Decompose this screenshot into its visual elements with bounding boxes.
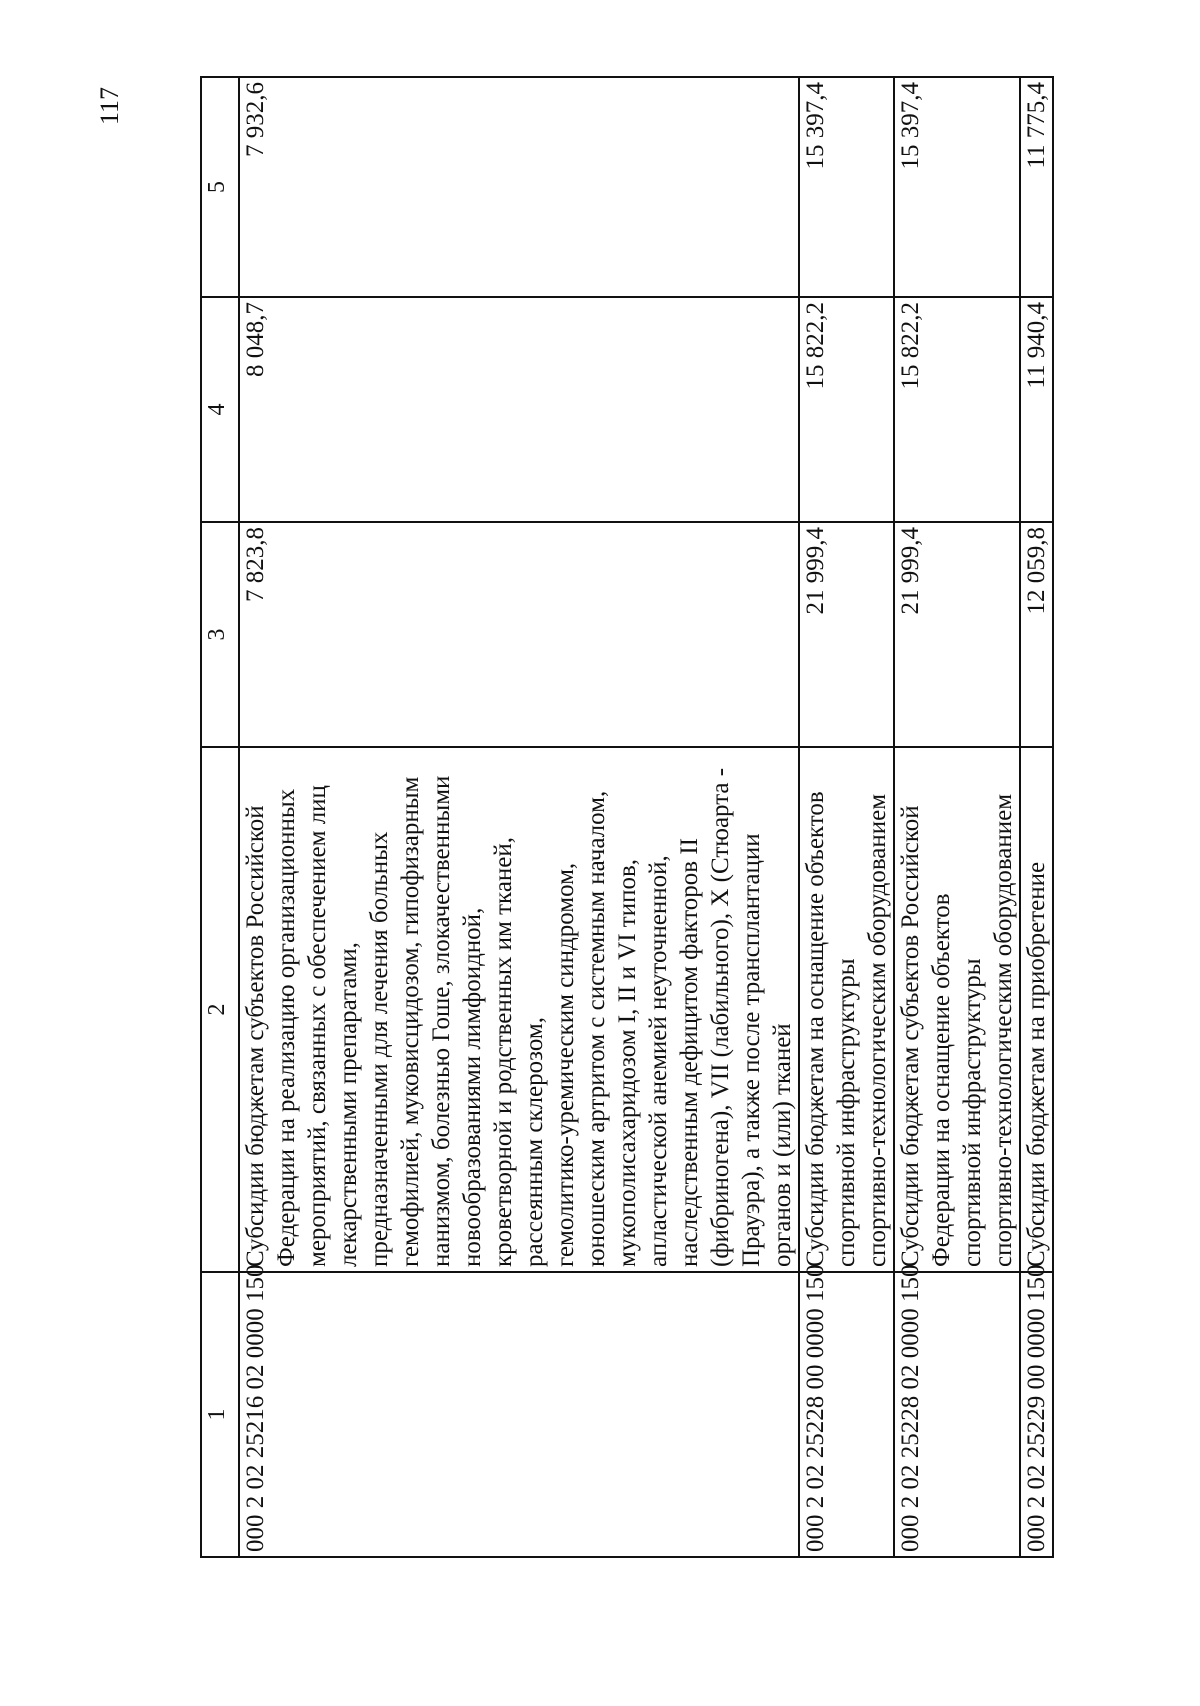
table-row [894, 77, 1020, 1557]
description-line: рассеянным склерозом, [521, 1017, 548, 1267]
rotated-sheet [200, 78, 1060, 1558]
header-col-5: 5 [201, 77, 239, 297]
description-line: Субсидии бюджетам на приобретение [1023, 861, 1050, 1267]
table-row [1020, 77, 1053, 1557]
description-line: лекарственными препаратами, [335, 942, 362, 1267]
description-line: гемолитико-уремическим синдромом, [552, 862, 579, 1267]
row-value-v4: 11 940,4 [1020, 297, 1053, 522]
row-description [894, 747, 1020, 1272]
page-number: 117 [95, 86, 124, 126]
row-value-v3: 21 999,4 [799, 522, 894, 747]
sheet-content [200, 78, 1060, 1558]
description-line: Субсидии бюджетам на оснащение объектов [802, 791, 829, 1267]
description-line: спортивной инфраструктуры [833, 958, 860, 1267]
row-value-v5: 11 775,4 [1020, 77, 1053, 297]
description-line: спортивно-технологическим оборудованием [990, 793, 1017, 1267]
row-value-v4: 15 822,2 [894, 297, 1020, 522]
description-line: Субсидии бюджетам субъектов Российской [242, 805, 269, 1267]
description-line: мероприятий, связанных с обеспечением лиц [304, 785, 331, 1267]
row-description [799, 747, 894, 1272]
description-line: апластической анемией неуточненной, [645, 855, 672, 1267]
header-col-4: 4 [201, 297, 239, 522]
row-description [1020, 747, 1053, 1272]
description-line: Прауэра), а также после трансплантации [738, 833, 765, 1267]
description-line: мукополисахаридозом I, II и VI типов, [614, 858, 641, 1267]
row-value-v3: 7 823,8 [239, 522, 799, 747]
description-line: спортивной инфраструктуры [959, 958, 986, 1267]
table-body [239, 77, 1053, 1557]
header-col-2: 2 [201, 747, 239, 1272]
description-line: наследственным дефицитом факторов II [676, 838, 703, 1267]
description-line: предназначенными для лечения больных [366, 831, 393, 1267]
row-value-v5: 7 932,6 [239, 77, 799, 297]
description-line: новообразованиями лимфоидной, [459, 907, 486, 1267]
header-col-1: 1 [201, 1272, 239, 1557]
description-line: кроветворной и родственных им тканей, [490, 836, 517, 1267]
row-value-v3: 21 999,4 [894, 522, 1020, 747]
description-line: Федерации на реализацию организационных [273, 788, 300, 1267]
row-code: 000 2 02 25229 00 0000 150 [1020, 1272, 1053, 1557]
description-line: юношеским артритом с системным началом, [583, 790, 610, 1267]
row-value-v3: 12 059,8 [1020, 522, 1053, 747]
row-code: 000 2 02 25216 02 0000 150 [239, 1272, 799, 1557]
header-row [201, 77, 239, 1557]
description-line: нанизмом, болезнью Гоше, злокачественными [428, 775, 455, 1267]
description-line: Федерации на оснащение объектов [928, 893, 955, 1267]
row-value-v5: 15 397,4 [894, 77, 1020, 297]
row-value-v4: 15 822,2 [799, 297, 894, 522]
description-line: гемофилией, муковисцидозом, гипофизарным [397, 776, 424, 1267]
row-code: 000 2 02 25228 00 0000 150 [799, 1272, 894, 1557]
row-description [239, 747, 799, 1272]
budget-table [200, 76, 1054, 1558]
header-col-3: 3 [201, 522, 239, 747]
table-row [799, 77, 894, 1557]
description-line: органов и (или) тканей [769, 1023, 796, 1267]
description-line: (фибриногена), VII (лабильного), X (Стюарта - [707, 767, 734, 1267]
row-value-v5: 15 397,4 [799, 77, 894, 297]
table-row [239, 77, 799, 1557]
description-line: Субсидии бюджетам субъектов Российской [897, 805, 924, 1267]
row-code: 000 2 02 25228 02 0000 150 [894, 1272, 1020, 1557]
description-line: спортивно-технологическим оборудованием [864, 793, 891, 1267]
row-value-v4: 8 048,7 [239, 297, 799, 522]
